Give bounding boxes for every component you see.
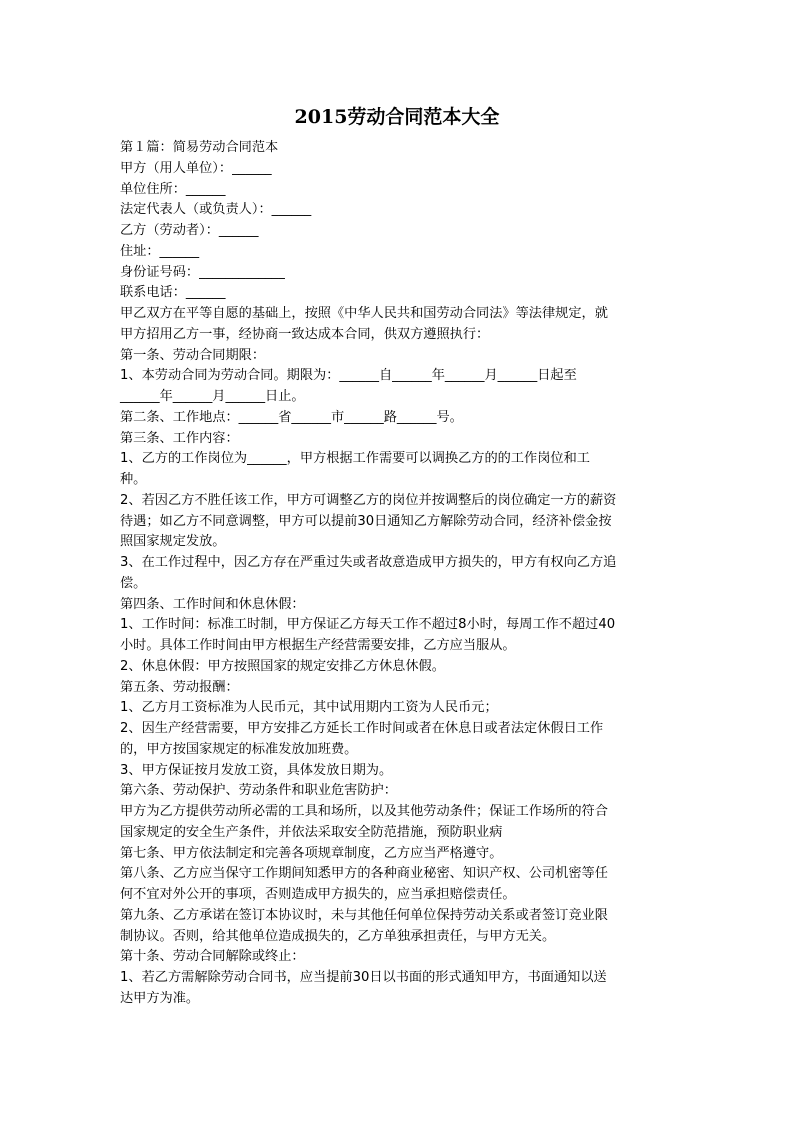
document-line: 第一条、劳动合同期限：: [120, 347, 266, 363]
document-line: 住址：______: [120, 243, 200, 259]
document-line: 待遇；如乙方不同意调整，甲方可以提前30日通知乙方解除劳动合同，经济补偿金按: [120, 513, 612, 529]
document-line: 照国家规定发放。: [120, 534, 226, 550]
document-line: 2、若因乙方不胜任该工作，甲方可调整乙方的岗位并按调整后的岗位确定一方的薪资: [120, 492, 617, 508]
document-line: 甲方为乙方提供劳动所必需的工具和场所，以及其他劳动条件；保证工作场所的符合: [120, 804, 608, 819]
document-line: 偿。: [120, 575, 147, 591]
document-line: 甲方（用人单位）：______: [120, 160, 272, 176]
document-line: 3、甲方保证按月发放工资，具体发放日期为。: [120, 762, 393, 778]
document-line: 1、工作时间：标准工时制，甲方保证乙方每天工作不超过8小时，每周工作不超过40: [120, 617, 616, 633]
document-line: 3、在工作过程中，因乙方存在严重过失或者故意造成甲方损失的，甲方有权向乙方追: [120, 555, 617, 570]
document-line: ______年______月______日止。: [120, 389, 305, 404]
document-line: 第五条、劳动报酬：: [120, 679, 239, 695]
document-line: 甲方招用乙方一事，经协商一致达成本合同，供双方遵照执行：: [120, 326, 490, 342]
document-line: 第八条、乙方应当保守工作期间知悉甲方的各种商业秘密、知识产权、公司机密等任: [120, 866, 608, 882]
document-line: 何不宜对外公开的事项，否则造成甲方损失的，应当承担赔偿责任。: [120, 887, 516, 902]
document-line: 法定代表人（或负责人）：______: [120, 202, 312, 218]
document-line: 身份证号码：_____________: [120, 264, 285, 280]
document-line: 制协议。否则，给其他单位造成损失的，乙方单独承担责任，与甲方无关。: [120, 928, 556, 944]
document-line: 第七条、甲方依法制定和完善各项规章制度，乙方应当严格遵守。: [120, 845, 503, 861]
document-line: 联系电话：______: [120, 285, 226, 301]
document-body: [120, 138, 680, 1010]
document-line: 第六条、劳动保护、劳动条件和职业危害防护：: [120, 783, 397, 799]
document-line: 2、因生产经营需要，甲方安排乙方延长工作时间或者在休息日或者法定休假日工作: [120, 721, 604, 736]
document-line: 小时。具体工作时间由甲方根据生产经营需要安排，乙方应当服从。: [120, 638, 516, 653]
document-line: 第十条、劳动合同解除或终止：: [120, 949, 305, 965]
document-line: 单位住所：______: [120, 181, 226, 197]
document-line: 第三条、工作内容：: [120, 430, 239, 446]
document-line: 第１篇：简易劳动合同范本: [120, 140, 279, 155]
document-line: 1、乙方月工资标准为人民币元，其中试用期内工资为人民币元；: [120, 700, 498, 716]
document-line: 1、本劳动合同为劳动合同。期限为：______自______年______月______日起至: [120, 368, 577, 384]
document-line: 第九条、乙方承诺在签订本协议时，未与其他任何单位保持劳动关系或者签订竞业限: [120, 907, 608, 923]
document-line: 2、休息休假：甲方按照国家的规定安排乙方休息休假。: [120, 658, 445, 674]
document-line: 甲乙双方在平等自愿的基础上，按照《中华人民共和国劳动合同法》等法律规定，就: [120, 306, 608, 321]
document-line: 的，甲方按国家规定的标准发放加班费。: [120, 741, 358, 757]
document-line: 种。: [120, 472, 147, 487]
document-line: 第四条、工作时间和休息休假：: [120, 596, 305, 612]
document-line: 第二条、工作地点：______省______市______路______号。: [120, 409, 463, 425]
document-line: 乙方（劳动者）：______: [120, 223, 259, 238]
document-line: 1、若乙方需解除劳动合同书，应当提前30日以书面的形式通知甲方，书面通知以送: [120, 970, 607, 985]
document-title: 2015劳动合同范本大全: [294, 106, 500, 128]
document-line: 达甲方为准。: [120, 990, 200, 1006]
document-line: 国家规定的安全生产条件，并依法采取安全防范措施，预防职业病: [120, 824, 503, 840]
document-line: 1、乙方的工作岗位为______，甲方根据工作需要可以调换乙方的的工作岗位和工: [120, 451, 590, 467]
